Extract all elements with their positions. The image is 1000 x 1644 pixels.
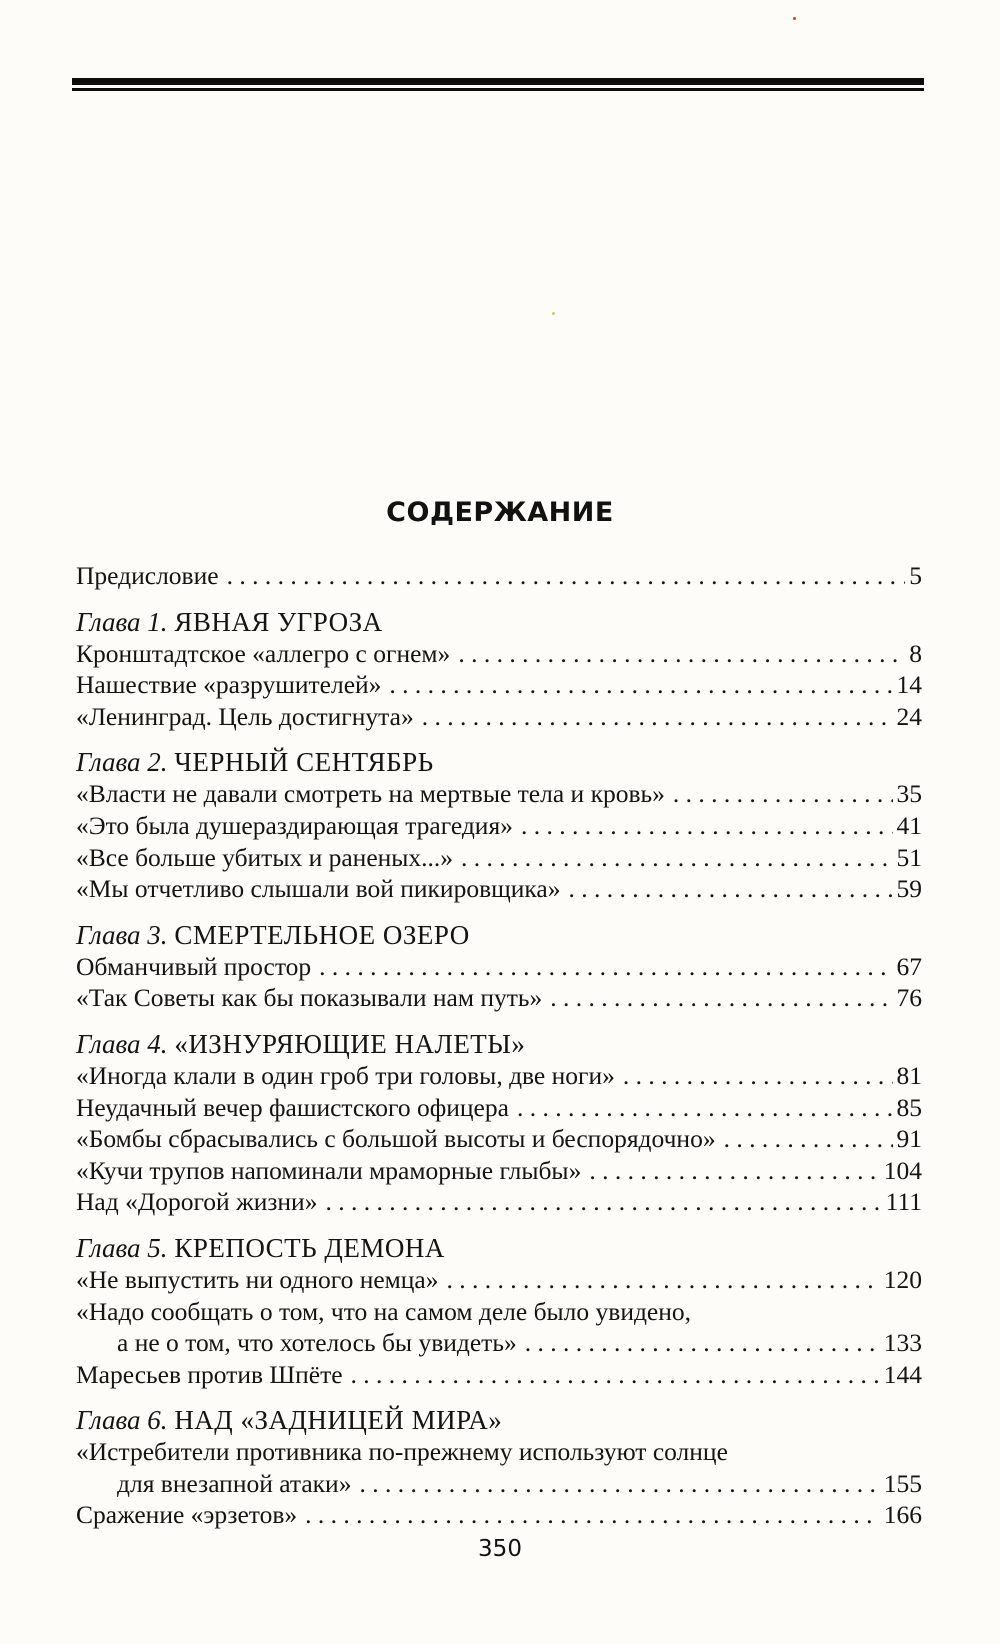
toc-entry-page: 76 <box>896 983 922 1013</box>
toc-entry-title: «Бомбы сбрасывались с большой высоты и беспорядочно» <box>76 1124 716 1154</box>
toc-entry <box>76 951 922 983</box>
header-rule-thin <box>72 88 924 91</box>
toc-entry-page: 67 <box>896 951 922 981</box>
dot-leader <box>422 701 893 733</box>
toc-entry <box>76 1327 922 1359</box>
dot-leader <box>227 560 906 592</box>
dot-leader <box>447 1264 880 1296</box>
toc-entry <box>76 638 922 670</box>
toc-entry <box>76 982 922 1014</box>
paper-speck <box>793 17 796 20</box>
chapter-title: СМЕРТЕЛЬНОЕ ОЗЕРО <box>174 919 470 950</box>
toc-entry <box>76 1468 922 1500</box>
chapter-label: Глава 1. <box>76 606 168 637</box>
toc-entry-title: Кронштадтское «аллегро с огнем» <box>76 638 451 668</box>
dot-leader <box>724 1123 893 1155</box>
toc-entry-page: 91 <box>896 1124 922 1154</box>
toc-entry-title: Маресьев против Шпёте <box>76 1359 343 1389</box>
chapter-label: Глава 4. <box>76 1028 168 1059</box>
toc-entry <box>76 560 922 592</box>
toc-entry <box>76 1060 922 1092</box>
chapter-heading <box>76 1232 922 1264</box>
toc-entry-page: 59 <box>896 874 922 904</box>
toc-entry-title: Сражение «эрзетов» <box>76 1500 298 1530</box>
toc-entry-title: Неудачный вечер фашистского офицера <box>76 1092 509 1122</box>
toc-entry-page: 51 <box>896 842 922 872</box>
toc-entry-title: «Не выпустить ни одного немца» <box>76 1264 439 1294</box>
toc-entry-title: «Все больше убитых и раненых...» <box>76 842 454 872</box>
toc-entry <box>76 842 922 874</box>
dot-leader <box>319 951 892 983</box>
toc-entry-continuation: а не о том, что хотелось бы увидеть» <box>117 1328 517 1358</box>
toc-entry-title: «Иногда клали в один гроб три головы, две ноги» <box>76 1060 615 1090</box>
chapter-heading <box>76 746 922 778</box>
table-of-contents <box>76 560 922 1531</box>
dot-leader <box>525 1327 880 1359</box>
toc-entry-page: 144 <box>883 1359 922 1389</box>
dot-leader <box>623 1060 893 1092</box>
toc-entry <box>76 778 922 810</box>
dot-leader <box>568 873 892 905</box>
toc-entry-title: «Мы отчетливо слышали вой пикировщика» <box>76 874 561 904</box>
toc-entry <box>76 873 922 905</box>
toc-entry <box>76 1499 922 1531</box>
chapter-title: ЯВНАЯ УГРОЗА <box>174 606 383 637</box>
toc-entry-page: 41 <box>896 810 922 840</box>
toc-entry-page: 5 <box>909 561 922 590</box>
toc-entry-title: «Кучи трупов напоминали мраморные глыбы» <box>76 1155 582 1185</box>
toc-entry <box>76 701 922 733</box>
chapter-heading <box>76 1404 922 1436</box>
header-rule-thick <box>72 78 924 85</box>
chapter-label: Глава 3. <box>76 919 168 950</box>
dot-leader <box>359 1468 879 1500</box>
dot-leader <box>550 982 892 1014</box>
toc-entry-page: 155 <box>883 1468 922 1498</box>
toc-entry-title: «Это была душераздирающая трагедия» <box>76 810 513 840</box>
toc-heading: СОДЕРЖАНИЕ <box>386 497 614 528</box>
dot-leader <box>517 1092 893 1124</box>
chapter-title: КРЕПОСТЬ ДЕМОНА <box>174 1232 445 1263</box>
toc-entry-page: 85 <box>896 1092 922 1122</box>
toc-entry-title: «Так Советы как бы показывали нам путь» <box>76 983 543 1013</box>
chapter-title: НАД «ЗАДНИЦЕЙ МИРА» <box>174 1405 503 1436</box>
toc-entry <box>76 1264 922 1296</box>
toc-entry <box>76 1186 922 1218</box>
dot-leader <box>305 1499 880 1531</box>
chapter-label: Глава 5. <box>76 1232 168 1263</box>
toc-entry-title: Предисловие <box>76 561 219 590</box>
dot-leader <box>458 638 905 670</box>
toc-entry-page: 24 <box>896 701 922 731</box>
toc-entry-page: 8 <box>909 638 922 668</box>
toc-entry-page: 35 <box>896 779 922 809</box>
page-number: 350 <box>478 1536 522 1562</box>
dot-leader <box>589 1155 879 1187</box>
toc-entry-page: 120 <box>883 1264 922 1294</box>
toc-entry-title: «Власти не давали смотреть на мертвые тела и кровь» <box>76 779 665 809</box>
toc-entry-page: 14 <box>896 670 922 700</box>
toc-entry-page: 133 <box>883 1328 922 1358</box>
toc-entry-title: «Ленинград. Цель достигнута» <box>76 701 414 731</box>
toc-entry <box>76 669 922 701</box>
toc-entry <box>76 1092 922 1124</box>
chapter-label: Глава 6. <box>76 1405 168 1436</box>
toc-entry <box>76 1155 922 1187</box>
dot-leader <box>461 842 892 874</box>
toc-entry-title: Нашествие «разрушителей» <box>76 670 382 700</box>
dot-leader <box>673 778 893 810</box>
toc-entry-title: Над «Дорогой жизни» <box>76 1187 318 1217</box>
chapter-title: ЧЕРНЫЙ СЕНТЯБРЬ <box>174 747 434 778</box>
dot-leader <box>389 669 892 701</box>
dot-leader <box>521 810 893 842</box>
toc-entry <box>76 810 922 842</box>
chapter-label: Глава 2. <box>76 747 168 778</box>
toc-entry <box>76 1359 922 1391</box>
paper-speck <box>552 312 555 315</box>
chapter-heading <box>76 606 922 638</box>
chapter-heading <box>76 919 922 951</box>
toc-entry-page: 166 <box>883 1500 922 1530</box>
toc-entry-title: Обманчивый простор <box>76 951 312 981</box>
toc-entry-page: 111 <box>885 1187 922 1217</box>
dot-leader <box>351 1359 880 1391</box>
toc-entry <box>76 1123 922 1155</box>
toc-entry-page: 81 <box>896 1060 922 1090</box>
chapter-list <box>76 606 922 1531</box>
chapter-heading <box>76 1028 922 1060</box>
toc-entry-continuation: для внезапной атаки» <box>117 1468 352 1498</box>
toc-entry-title: «Истребители противника по-прежнему используют солнце <box>76 1437 728 1467</box>
toc-entry-page: 104 <box>883 1155 922 1185</box>
chapter-title: «ИЗНУРЯЮЩИЕ НАЛЕТЫ» <box>174 1028 526 1059</box>
dot-leader <box>325 1186 881 1218</box>
toc-entry-title: «Надо сообщать о том, что на самом деле было увидено, <box>76 1296 692 1326</box>
